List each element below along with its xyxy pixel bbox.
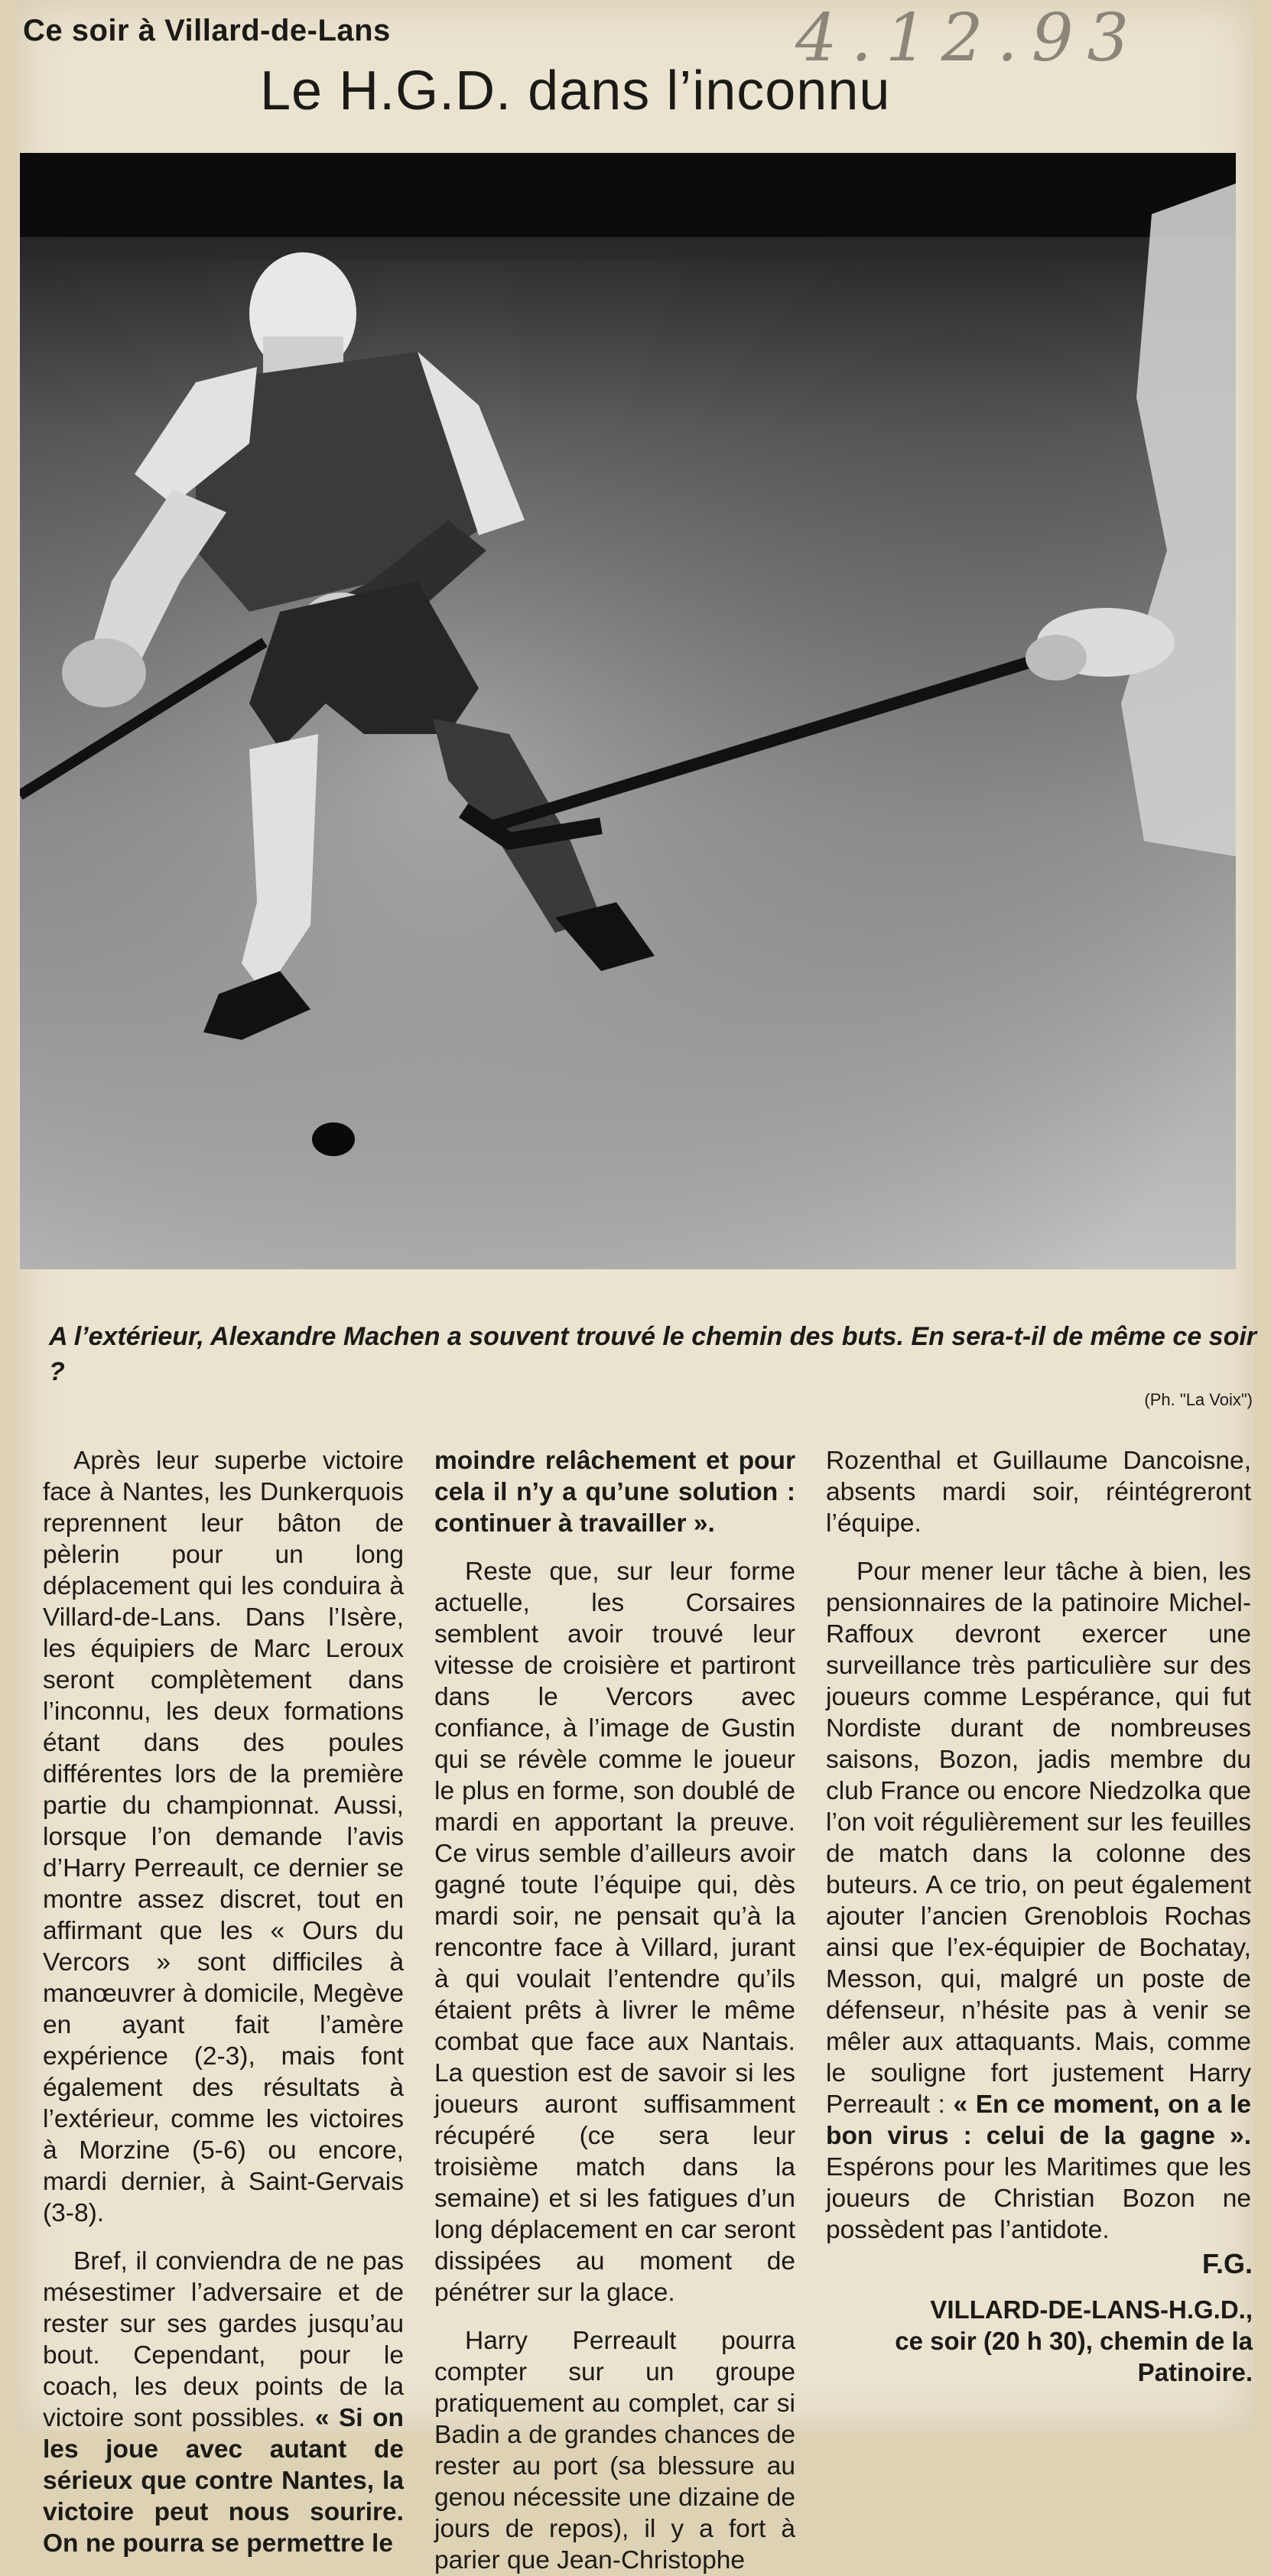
paragraph: Harry Perreault pourra compter sur un groupe pratiquement au complet, car si Badin a de grandes chances de rester au port (sa blessure au genou nécessite une dizaine de jours de repos), il y a fort à parier que Jean-Christophe [434, 2327, 795, 2574]
puck [312, 1122, 355, 1156]
quote: « Si on les joue avec autant de sérieux que contre Nantes, la victoire peut nous sourire. On ne pourra se permettre le [43, 2404, 405, 2558]
match-info-line: ce soir (20 h 30), chemin de la [895, 2327, 1253, 2355]
hockey-player-photo [20, 153, 1236, 1269]
article-headline: Le H.G.D. dans l’inconnu [260, 60, 891, 122]
match-info [879, 2294, 1253, 2388]
paragraph: Après leur superbe victoire face à Nantes, les Dunkerquois reprennent leur bâton de pèlerin pour un long déplacement qui les conduira à Villard-de-Lans. Dans l’Isère, les équipiers de Marc Leroux seront complètement dans l’inconnu, les deux formations étant dans des poules différentes lors de la première partie du championnat. Aussi, lorsque l’on demande l’avis d’Harry Perreault, ce dernier se montre assez discret, tout en affirmant que les « Ours du Vercors » sont difficiles à manœuvrer à domicile, Megève en ayant fait l’amère expérience (2-3), mais font également des résultats à l’extérieur, comme les victoires à Morzine (5-6) ou encore, mardi dernier, à Saint-Gervais (3-8). [43, 1447, 404, 2227]
paragraph: Rozenthal et Guillaume Dancoisne, absents mardi soir, réintégreront l’équipe. [826, 1447, 1251, 1538]
quote: « En ce moment, on a le bon virus : celui de la gagne ». [826, 2090, 1251, 2150]
handwritten-date: 4.12.93 [795, 0, 1143, 76]
quote: moindre relâchement et pour cela il n’y a qu’une solution : continuer à travailler ». [434, 1447, 795, 1538]
photo-credit: (Ph. "La Voix") [1144, 1390, 1253, 1409]
paragraph: Reste que, sur leur forme actuelle, les Corsaires semblent avoir trouvé leur vitesse de croisière et partiront dans le Vercors avec confiance, à l’image de Gustin qui se révèle comme le joueur le plus en forme, son doublé de mardi en apportant la preuve. Ce virus semble d’ailleurs avoir gagné toute l’équipe qui, dès mardi soir, ne pensait qu’à la rencontre face à Villard, jurant à qui voulait l’entendre qu’ils étaient prêts à livrer le même combat que face aux Nantais. La question est de savoir si les joueurs auront suffisamment récupéré (ce sera leur troisième match dans la semaine) et si les fatigues d’un long déplacement en car seront dissipées au moment de pénétrer sur la glace. [434, 1558, 795, 2307]
match-info-line: VILLARD-DE-LANS-H.G.D., [930, 2295, 1253, 2324]
article-column-3 [826, 1445, 1251, 2246]
article-kicker: Ce soir à Villard-de-Lans [23, 14, 391, 47]
match-info-line: Patinoire. [1137, 2358, 1253, 2386]
paragraph: Pour mener leur tâche à bien, les pensionnaires de la patinoire Michel-Raffoux devront exercer une surveillance très particulière sur des joueurs comme Lespérance, qui fut Nordiste durant de nombreuses saisons, Bozon, jadis membre du club France ou encore Niedzolka que l’on voit régulièrement sur les feuilles de match dans la colonne des buteurs. A ce trio, on peut également ajouter l’ancien Grenoblois Rochas ainsi que l’ex-équipier de Bochatay, Messon, qui, malgré un poste de défenseur, n’hésite pas à venir se mêler aux attaquants. Mais, comme le souligne fort justement Harry Perreault : « En ce moment, on a le bon virus : celui de la gagne ». Espérons pour les Maritimes que les joueurs de Christian Bozon ne possèdent pas l’antidote. [826, 1558, 1251, 2244]
article-column-1 [43, 1445, 404, 2559]
article-column-2 [434, 1445, 795, 2576]
paragraph: Bref, il conviendra de ne pas mésestimer l’adversaire et de rester sur ses gardes jusqu’au bout. Cependant, pour le coach, les deux points de la victoire sont possibles. « Si on les joue avec autant de sérieux que contre Nantes, la victoire peut nous sourire. On ne pourra se permettre le [43, 2247, 405, 2558]
photo-caption: A l’extérieur, Alexandre Machen a souvent trouvé le chemin des buts. En sera-t-il de même ce soir ? [49, 1322, 1257, 1386]
paragraph [434, 1445, 795, 1539]
author-signature: F.G. [1201, 2248, 1253, 2279]
